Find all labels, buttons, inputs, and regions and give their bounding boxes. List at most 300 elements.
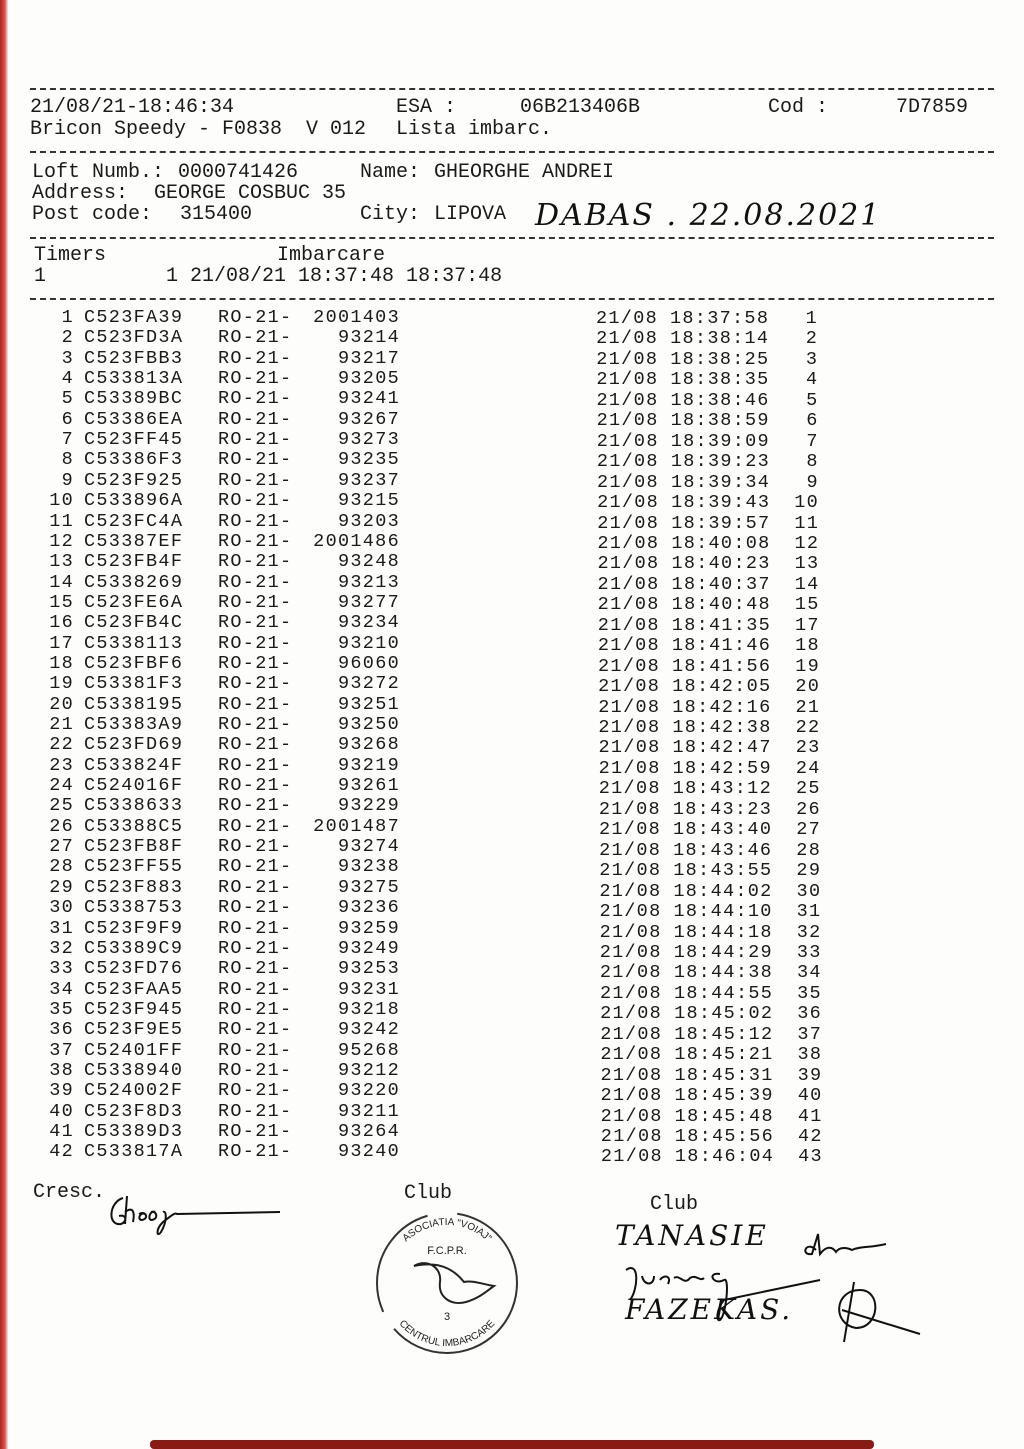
bird-index: 23 [49, 754, 74, 776]
bird-chip-id: C53381F3 [84, 673, 184, 695]
bird-row [40, 919, 410, 939]
arrival-row [597, 432, 827, 452]
ring-prefix: RO-21- [218, 408, 293, 430]
bird-row [40, 1081, 410, 1101]
arrival-row [597, 452, 827, 472]
bird-chip-id: C524002F [84, 1080, 184, 1102]
arrival-position: 28 [796, 839, 822, 861]
ring-prefix: RO-21- [218, 815, 293, 837]
arrival-position: 7 [806, 430, 819, 452]
arrival-row [596, 329, 826, 349]
arrival-time: 18:42:05 [672, 676, 772, 698]
bird-chip-id: C523F9E5 [84, 1019, 184, 1041]
city-value: LIPOVA [434, 203, 507, 226]
bird-index: 19 [49, 673, 74, 695]
arrival-row [601, 1127, 831, 1147]
bird-row [40, 756, 410, 776]
ring-number: 93268 [337, 734, 400, 756]
bird-chip-id: C533817A [84, 1141, 184, 1163]
arrival-date: 21/08 [596, 369, 659, 391]
bird-chip-id: C5338195 [84, 693, 184, 715]
bird-index: 38 [49, 1059, 74, 1081]
arrival-time: 18:43:46 [673, 839, 773, 861]
arrival-date: 21/08 [597, 553, 660, 575]
ring-prefix: RO-21- [218, 795, 293, 817]
arrival-row [600, 1045, 830, 1065]
bird-chip-id: C53389BC [84, 388, 184, 410]
bird-row [40, 389, 410, 409]
arrival-date: 21/08 [596, 328, 659, 350]
stamp-text-top: ASOCIATIA "VOIAJ" [400, 1216, 494, 1245]
bird-chip-id: C523FD69 [84, 734, 184, 756]
arrival-date: 21/08 [599, 860, 662, 882]
arrival-date: 21/08 [599, 819, 662, 841]
ring-prefix: RO-21- [218, 307, 293, 328]
bird-chip-id: C523F945 [84, 998, 184, 1020]
bird-chip-id: C5338113 [84, 632, 184, 654]
stamp-club-label: Club [404, 1182, 453, 1205]
bird-row [40, 817, 410, 837]
arrival-row [598, 677, 828, 697]
ring-number: 93213 [337, 571, 400, 593]
bird-index: 28 [49, 856, 74, 878]
arrival-row [599, 820, 829, 840]
bird-chip-id: C523FB4F [84, 551, 184, 573]
ring-number: 93220 [337, 1080, 400, 1102]
arrival-date: 21/08 [599, 839, 662, 861]
ring-prefix: RO-21- [218, 836, 293, 858]
bird-index: 36 [49, 1019, 74, 1041]
ring-number: 2001487 [313, 815, 400, 837]
arrival-date: 21/08 [596, 471, 659, 493]
list-title: Lista imbarc. [396, 118, 553, 141]
arrival-row [599, 902, 829, 922]
arrival-position: 36 [797, 1003, 823, 1025]
arrival-date: 21/08 [599, 941, 662, 963]
cresc-label: Cresc. [33, 1181, 106, 1204]
ring-number: 93261 [337, 775, 400, 797]
esa-label: ESA : [396, 96, 457, 119]
ring-number: 93238 [337, 856, 400, 878]
bird-chip-id: C523FF45 [84, 429, 184, 451]
arrival-row [599, 800, 829, 820]
arrival-date: 21/08 [598, 778, 661, 800]
arrival-time: 18:45:39 [674, 1085, 774, 1107]
arrival-position: 20 [795, 676, 821, 698]
arrival-row [600, 943, 830, 963]
arrival-time: 18:38:35 [670, 369, 770, 391]
bird-row [40, 715, 410, 735]
arrival-position: 25 [795, 778, 821, 800]
ring-number: 93212 [337, 1059, 400, 1081]
arrival-time: 18:44:02 [673, 880, 773, 902]
stamp-text-mid: F.C.P.R. [427, 1245, 467, 1257]
ring-number: 93250 [337, 714, 400, 735]
arrival-time: 18:40:23 [671, 553, 771, 575]
arrival-position: 27 [796, 819, 821, 841]
scan-edge [0, 0, 8, 1449]
ring-number: 2001486 [313, 530, 400, 552]
arrival-position: 31 [796, 901, 822, 923]
ring-prefix: RO-21- [218, 978, 293, 1000]
ring-prefix: RO-21- [218, 469, 293, 491]
bird-row [40, 593, 410, 613]
bird-row [40, 491, 410, 511]
bird-chip-id: C52401FF [84, 1039, 184, 1061]
arrival-row [597, 411, 827, 431]
arrival-time: 18:44:29 [673, 941, 773, 963]
bird-row [40, 878, 410, 898]
scan-edge-bottom [150, 1440, 874, 1449]
arrival-position: 32 [796, 921, 822, 943]
arrival-date: 21/08 [597, 614, 660, 636]
bird-chip-id: C53389D3 [84, 1121, 184, 1142]
arrival-row [598, 616, 828, 636]
arrival-time: 18:40:48 [671, 594, 771, 616]
arrival-time: 18:43:12 [672, 778, 772, 800]
ring-number: 93249 [337, 937, 400, 959]
arrival-time: 18:44:10 [673, 901, 773, 923]
bird-index: 29 [49, 876, 74, 898]
arrival-position: 30 [796, 880, 822, 902]
arrival-date: 21/08 [597, 512, 660, 534]
bird-chip-id: C523FE6A [84, 591, 184, 613]
ring-number: 93251 [337, 693, 400, 715]
ring-number: 93229 [337, 795, 400, 817]
ring-prefix: RO-21- [218, 571, 293, 593]
arrival-row [599, 779, 829, 799]
arrival-row [598, 595, 828, 615]
arrival-position: 15 [794, 594, 820, 616]
bird-row [40, 735, 410, 755]
bird-chip-id: C524016F [84, 775, 184, 797]
bird-index: 9 [61, 469, 74, 491]
arrival-date: 21/08 [600, 1146, 663, 1168]
ring-number: 93259 [337, 917, 400, 939]
ring-prefix: RO-21- [218, 1121, 293, 1142]
bird-chip-id: C5338940 [84, 1059, 184, 1081]
arrival-time: 18:39:23 [670, 451, 771, 473]
bird-chip-id: C533813A [84, 368, 184, 390]
club-signatures [620, 1220, 930, 1350]
arrival-row [597, 493, 827, 513]
breeder-signature [105, 1190, 285, 1240]
arrival-position: 42 [797, 1126, 823, 1147]
arrival-time: 18:37:58 [670, 308, 770, 329]
bird-row [40, 1102, 410, 1122]
arrival-time: 18:41:56 [672, 655, 772, 677]
bird-index: 5 [61, 388, 74, 410]
bird-row [40, 634, 410, 654]
stamp-text-bottom: CENTRUL IMBARCARE [396, 1318, 498, 1350]
bird-index: 20 [49, 693, 74, 715]
arrival-row [598, 718, 828, 738]
arrival-row [598, 575, 828, 595]
arrival-row [600, 1066, 830, 1086]
arrival-position: 14 [794, 573, 820, 595]
handwritten-note: DABAS . 22.08.2021 [535, 198, 882, 233]
ring-prefix: RO-21- [218, 693, 293, 715]
arrival-date: 21/08 [599, 982, 662, 1004]
arrival-date: 21/08 [599, 901, 662, 923]
divider [30, 298, 994, 300]
arrival-time: 18:44:18 [673, 921, 773, 943]
bird-chip-id: C533896A [84, 490, 184, 512]
arrival-row [600, 1025, 830, 1045]
arrival-time: 18:41:35 [671, 614, 772, 636]
arrival-row [601, 1107, 831, 1127]
ring-prefix: RO-21- [218, 530, 293, 552]
bird-chip-id: C523FBF6 [84, 652, 184, 674]
name-label: Name: [360, 161, 421, 184]
arrival-time: 18:45:31 [674, 1064, 774, 1086]
bird-index: 24 [49, 775, 74, 797]
ring-number: 93274 [337, 836, 400, 858]
bird-index: 30 [49, 897, 74, 919]
bird-chip-id: C5338753 [84, 897, 184, 919]
arrival-date: 21/08 [600, 1064, 663, 1086]
club-stamp [372, 1208, 522, 1358]
arrival-position: 34 [797, 962, 822, 984]
arrival-date: 21/08 [596, 410, 659, 432]
arrival-position: 29 [796, 860, 822, 882]
bird-index: 10 [49, 490, 74, 512]
bird-index: 13 [49, 551, 74, 573]
ring-number: 93217 [337, 347, 400, 369]
arrival-position: 6 [806, 410, 819, 432]
ring-prefix: RO-21- [218, 388, 293, 410]
bird-row [40, 857, 410, 877]
stamp-number: 3 [443, 1311, 451, 1323]
ring-number: 93218 [337, 998, 400, 1020]
bird-index: 4 [61, 368, 74, 390]
arrival-time: 18:43:55 [673, 860, 773, 882]
arrival-row [600, 984, 830, 1004]
arrival-time: 18:43:23 [672, 798, 773, 820]
print-timestamp: 21/08/21-18:46:34 [30, 96, 235, 119]
arrival-row [601, 1147, 831, 1167]
ring-prefix: RO-21- [218, 1059, 293, 1081]
postcode-label: Post code: [32, 203, 153, 226]
arrival-position: 2 [805, 328, 819, 350]
bird-chip-id: C523FAA5 [84, 978, 184, 1000]
arrival-position: 21 [795, 696, 821, 718]
bird-chip-id: C523FF55 [84, 856, 184, 878]
bird-row [40, 959, 410, 979]
arrival-row [600, 1004, 830, 1024]
ring-prefix: RO-21- [218, 1080, 293, 1102]
arrival-time: 18:44:55 [673, 982, 774, 1004]
bird-row [40, 1061, 410, 1081]
esa-value: 06B213406B [520, 96, 641, 119]
divider [30, 237, 994, 239]
arrival-time: 18:38:25 [670, 348, 770, 370]
arrival-date: 21/08 [600, 1003, 663, 1025]
arrival-position: 43 [798, 1146, 823, 1168]
bird-row [40, 552, 410, 572]
bird-chip-id: C523FA39 [84, 307, 184, 328]
bird-row [40, 654, 410, 674]
arrival-position: 11 [794, 512, 820, 534]
ring-prefix: RO-21- [218, 368, 293, 390]
arrival-position: 37 [797, 1023, 823, 1045]
arrival-position: 22 [795, 717, 821, 738]
ring-number: 93215 [337, 490, 400, 512]
arrival-time: 18:45:48 [674, 1105, 774, 1127]
ring-prefix: RO-21- [218, 876, 293, 898]
bird-index: 21 [49, 714, 74, 735]
bird-index: 11 [49, 510, 74, 532]
ring-number: 93211 [337, 1100, 400, 1122]
arrival-row [599, 738, 829, 758]
bird-row [40, 471, 410, 491]
arrival-date: 21/08 [598, 696, 661, 718]
bird-row [40, 573, 410, 593]
arrival-position: 1 [805, 308, 818, 329]
arrival-position: 26 [796, 798, 821, 820]
arrival-position: 35 [797, 982, 822, 1004]
arrival-row [598, 636, 828, 656]
bird-row [40, 532, 410, 552]
ring-prefix: RO-21- [218, 632, 293, 654]
arrival-date: 21/08 [600, 1023, 663, 1045]
bird-index: 17 [49, 632, 74, 654]
ring-prefix: RO-21- [218, 510, 293, 532]
ring-prefix: RO-21- [218, 673, 293, 695]
bird-chip-id: C53386EA [84, 408, 184, 430]
arrival-row [599, 882, 829, 902]
bird-row [40, 450, 410, 470]
bird-row [40, 328, 410, 348]
arrival-time: 18:46:04 [674, 1146, 775, 1168]
ring-prefix: RO-21- [218, 958, 293, 980]
ring-number: 93236 [337, 897, 400, 919]
bird-index: 12 [49, 530, 74, 552]
bird-row [40, 695, 410, 715]
arrival-position: 19 [795, 655, 821, 677]
postcode-value: 315400 [180, 203, 253, 226]
arrival-row [599, 759, 829, 779]
bird-index: 22 [49, 734, 74, 756]
ring-number: 93205 [337, 368, 400, 390]
arrival-time: 18:38:14 [670, 328, 770, 350]
bird-index: 39 [49, 1080, 74, 1102]
arrival-date: 21/08 [596, 430, 659, 452]
arrival-row [597, 514, 827, 534]
dove-icon [414, 1263, 494, 1303]
divider [30, 151, 994, 153]
arrival-time: 18:39:34 [670, 471, 771, 493]
ring-number: 93272 [337, 673, 400, 695]
ring-number: 93275 [337, 876, 400, 898]
ring-number: 93237 [337, 469, 400, 491]
bird-index: 7 [61, 429, 74, 451]
arrival-position: 33 [796, 941, 822, 963]
arrival-position: 9 [806, 471, 819, 493]
arrival-date: 21/08 [596, 308, 659, 329]
arrival-time: 18:41:46 [671, 635, 772, 657]
arrival-time: 18:40:08 [671, 532, 771, 554]
bird-index: 33 [49, 958, 74, 980]
ring-number: 95268 [337, 1039, 400, 1061]
club-handwriting-2: FAZEKAS. [625, 1293, 794, 1326]
bird-row [40, 369, 410, 389]
ring-number: 93210 [337, 632, 400, 654]
arrival-time: 18:44:38 [673, 962, 774, 984]
bird-row [40, 796, 410, 816]
arrival-row [600, 923, 830, 943]
arrival-date: 21/08 [596, 389, 659, 411]
arrival-row [599, 861, 829, 881]
ring-prefix: RO-21- [218, 327, 293, 349]
arrival-row [598, 657, 828, 677]
ring-prefix: RO-21- [218, 754, 293, 776]
arrival-date: 21/08 [600, 1126, 663, 1147]
ring-prefix: RO-21- [218, 937, 293, 959]
ring-number: 93267 [337, 408, 400, 430]
ring-prefix: RO-21- [218, 734, 293, 756]
arrival-row [596, 309, 826, 329]
arrival-date: 21/08 [598, 798, 661, 820]
bird-chip-id: C523F9F9 [84, 917, 184, 939]
bird-index: 40 [49, 1100, 74, 1122]
ring-number: 93235 [337, 449, 400, 471]
arrival-row [601, 1086, 831, 1106]
arrival-time: 18:39:57 [671, 512, 771, 534]
arrival-date: 21/08 [599, 962, 662, 984]
bird-chip-id: C523FD76 [84, 958, 184, 980]
arrival-date: 21/08 [597, 635, 660, 657]
bird-chip-id: C53389C9 [84, 937, 184, 959]
bird-row [40, 349, 410, 369]
bird-chip-id: C523FBB3 [84, 347, 184, 369]
ring-prefix: RO-21- [218, 1141, 293, 1163]
bird-index: 37 [49, 1039, 74, 1061]
ring-number: 93264 [337, 1121, 400, 1142]
arrival-row [596, 370, 826, 390]
bird-chip-id: C53383A9 [84, 714, 184, 735]
arrival-date: 21/08 [597, 573, 660, 595]
arrival-position: 41 [797, 1105, 823, 1127]
arrival-position: 23 [795, 737, 821, 759]
bird-row [40, 939, 410, 959]
arrival-date: 21/08 [600, 1105, 663, 1127]
ring-number: 93248 [337, 551, 400, 573]
arrival-position: 17 [794, 614, 820, 636]
arrival-row [600, 963, 830, 983]
bird-row [40, 1041, 410, 1061]
ring-number: 93203 [337, 510, 400, 532]
bird-row [40, 308, 410, 328]
name-value: GHEORGHE ANDREI [434, 161, 615, 184]
arrival-time: 18:39:09 [670, 430, 770, 452]
ring-prefix: RO-21- [218, 775, 293, 797]
bird-chip-id: C5338269 [84, 571, 184, 593]
arrival-time: 18:42:16 [672, 696, 772, 718]
bird-index: 25 [49, 795, 74, 817]
bird-chip-id: C523FC4A [84, 510, 184, 532]
bird-index: 2 [61, 327, 74, 349]
arrival-time: 18:45:02 [674, 1003, 774, 1025]
bird-chip-id: C523FB8F [84, 836, 184, 858]
arrival-position: 39 [797, 1064, 823, 1086]
bird-row [40, 613, 410, 633]
imbarcare-label: Imbarcare [277, 244, 386, 267]
arrival-row [597, 534, 827, 554]
ring-number: 93242 [337, 1019, 400, 1041]
arrival-time: 18:38:59 [670, 410, 770, 432]
bird-index: 8 [61, 449, 74, 471]
